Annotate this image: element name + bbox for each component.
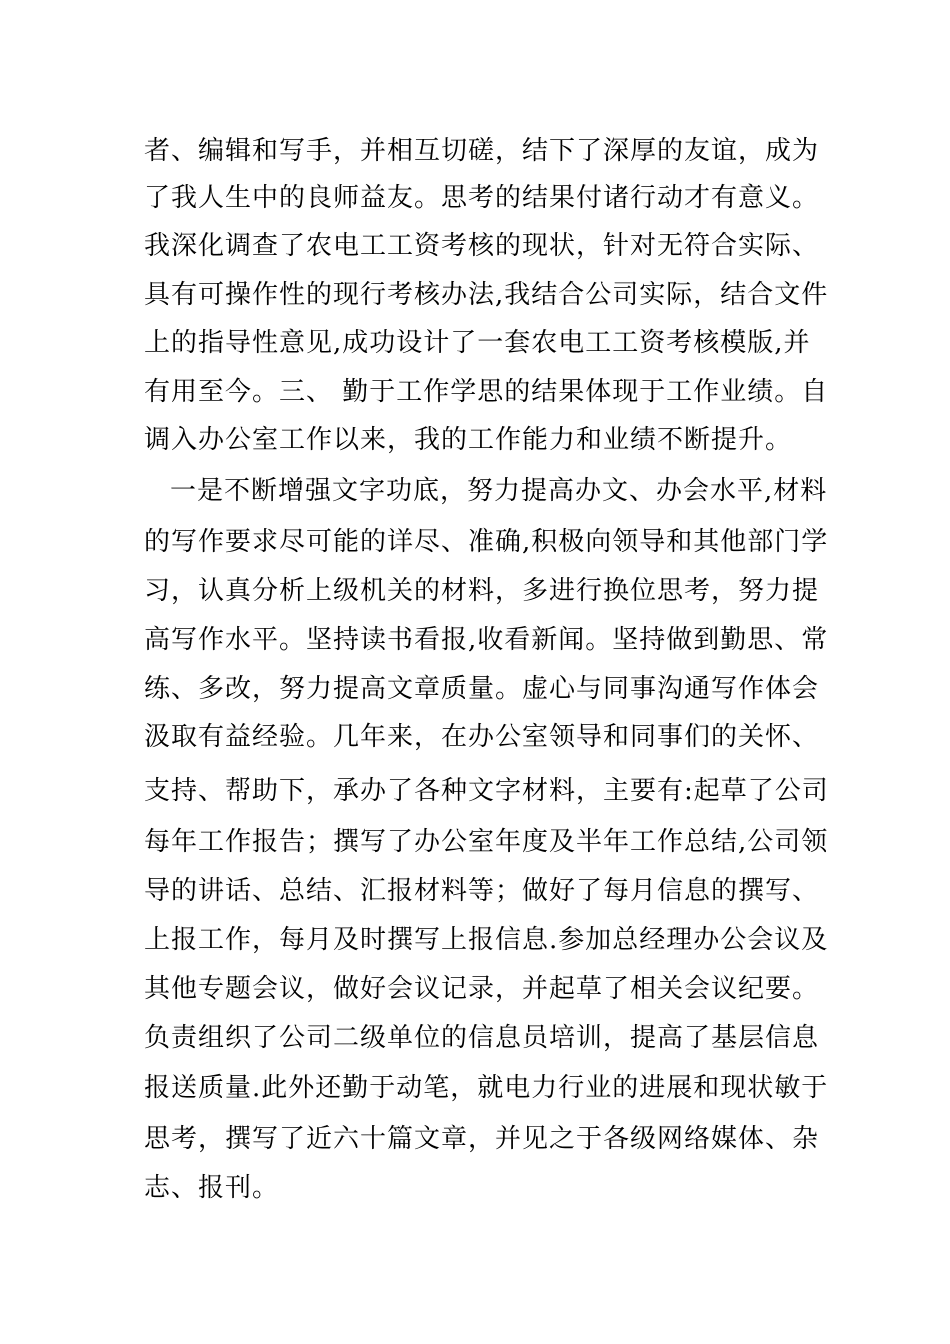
text-line: 支持、帮助下，承办了各种文字材料，主要有:起草了公司 — [144, 776, 829, 806]
text-line: 上的指导性意见,成功设计了一套农电工工资考核模版,并 — [144, 328, 811, 358]
text-line: 我深化调查了农电工工资考核的现状，针对无符合实际、 — [144, 231, 820, 261]
text-line: 有用至今。三、 勤于工作学思的结果体现于工作业绩。自 — [144, 377, 829, 407]
text-line: 者、编辑和写手，并相互切磋，结下了深厚的友谊，成为 — [144, 136, 820, 166]
text-line: 习，认真分析上级机关的材料，多进行换位思考，努力提 — [144, 576, 820, 606]
text-line: 每年工作报告；撰写了办公室年度及半年工作总结,公司领 — [144, 827, 829, 857]
text-line: 负责组织了公司二级单位的信息员培训，提高了基层信息 — [144, 1023, 820, 1053]
text-line: 上报工作，每月及时撰写上报信息.参加总经理办公会议及 — [144, 925, 829, 955]
text-line: 志、报刊。 — [144, 1173, 280, 1203]
text-line: 高写作水平。坚持读书看报,收看新闻。坚持做到勤思、常 — [144, 625, 829, 655]
text-line: 思考，撰写了近六十篇文章，并见之于各级网络媒体、杂 — [144, 1124, 820, 1154]
text-line: 了我人生中的良师益友。思考的结果付诸行动才有意义。 — [144, 183, 820, 213]
paragraph-first-line: 一是不断增强文字功底，努力提高办文、办会水平,材料 — [170, 476, 828, 506]
text-line: 调入办公室工作以来，我的工作能力和业绩不断提升。 — [144, 425, 793, 455]
text-line: 具有可操作性的现行考核办法,我结合公司实际，结合文件 — [144, 280, 829, 310]
text-line: 导的讲话、总结、汇报材料等；做好了每月信息的撰写、 — [144, 876, 820, 906]
text-line: 的写作要求尽可能的详尽、准确,积极向领导和其他部门学 — [144, 527, 829, 557]
text-line: 其他专题会议，做好会议记录，并起草了相关会议纪要。 — [144, 974, 820, 1004]
text-line: 报送质量.此外还勤于动笔，就电力行业的进展和现状敏于 — [144, 1073, 829, 1103]
text-line: 练、多改，努力提高文章质量。虚心与同事沟通写作体会 — [144, 674, 820, 704]
text-line: 汲取有益经验。几年来，在办公室领导和同事们的关怀、 — [144, 722, 820, 752]
